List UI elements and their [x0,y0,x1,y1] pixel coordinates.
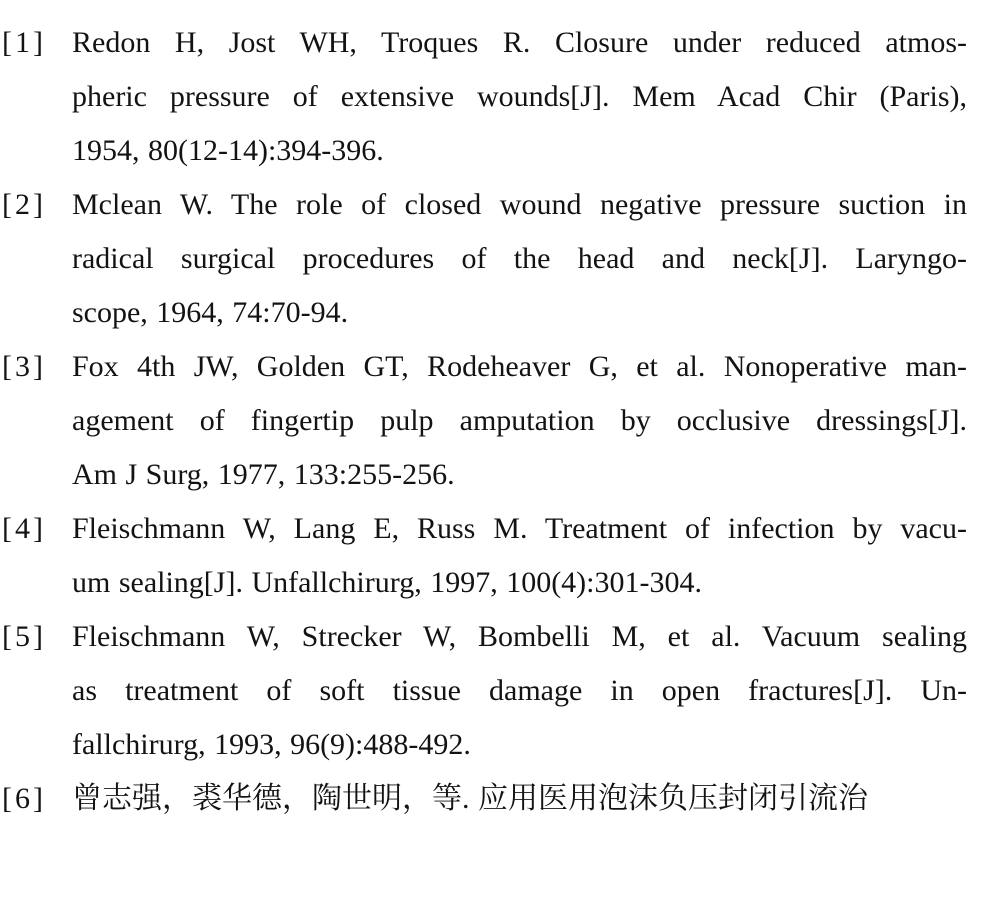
reference-item [2,178,967,340]
reference-item [2,16,967,178]
reference-line: 曾志强，裘华德，陶世明，等. 应用医用泡沫负压封闭引流治 [72,782,868,815]
reference-line: 1954, 80(12-14):394-396. [72,134,384,167]
reference-text [72,772,967,826]
reference-line: Fleischmann W, Strecker W, Bombelli M, et al. Vacuum sealing [72,620,967,653]
reference-number: [3] [2,350,46,383]
reference-line: fallchirurg, 1993, 96(9):488-492. [72,728,471,761]
reference-number: [1] [2,26,46,59]
reference-text [72,610,967,772]
reference-line: scope, 1964, 74:70-94. [72,296,349,329]
reference-item [2,502,967,610]
reference-line: radical surgical procedures of the head and neck[J]. Laryngo- [72,242,967,275]
reference-line: Am J Surg, 1977, 133:255-256. [72,458,455,491]
references-list [2,16,967,826]
reference-number: [5] [2,620,46,653]
reference-text [72,340,967,502]
reference-line: Fleischmann W, Lang E, Russ M. Treatment of infection by vacu- [72,512,967,545]
reference-line: Fox 4th JW, Golden GT, Rodeheaver G, et al. Nonoperative man- [72,350,967,383]
reference-text [72,16,967,178]
reference-line: pheric pressure of extensive wounds[J]. Mem Acad Chir (Paris), [72,80,967,113]
reference-item [2,340,967,502]
reference-number: [2] [2,188,46,221]
reference-line: Mclean W. The role of closed wound negative pressure suction in [72,188,967,221]
reference-line: as treatment of soft tissue damage in open fractures[J]. Un- [72,674,967,707]
reference-item [2,610,967,772]
reference-text [72,178,967,340]
reference-line: um sealing[J]. Unfallchirurg, 1997, 100(4):301-304. [72,566,703,599]
reference-text [72,502,967,610]
reference-number: [6] [2,782,46,815]
reference-line: agement of fingertip pulp amputation by occlusive dressings[J]. [72,404,967,437]
reference-line: Redon H, Jost WH, Troques R. Closure under reduced atmos- [72,26,967,59]
reference-number: [4] [2,512,46,545]
reference-item [2,772,967,826]
